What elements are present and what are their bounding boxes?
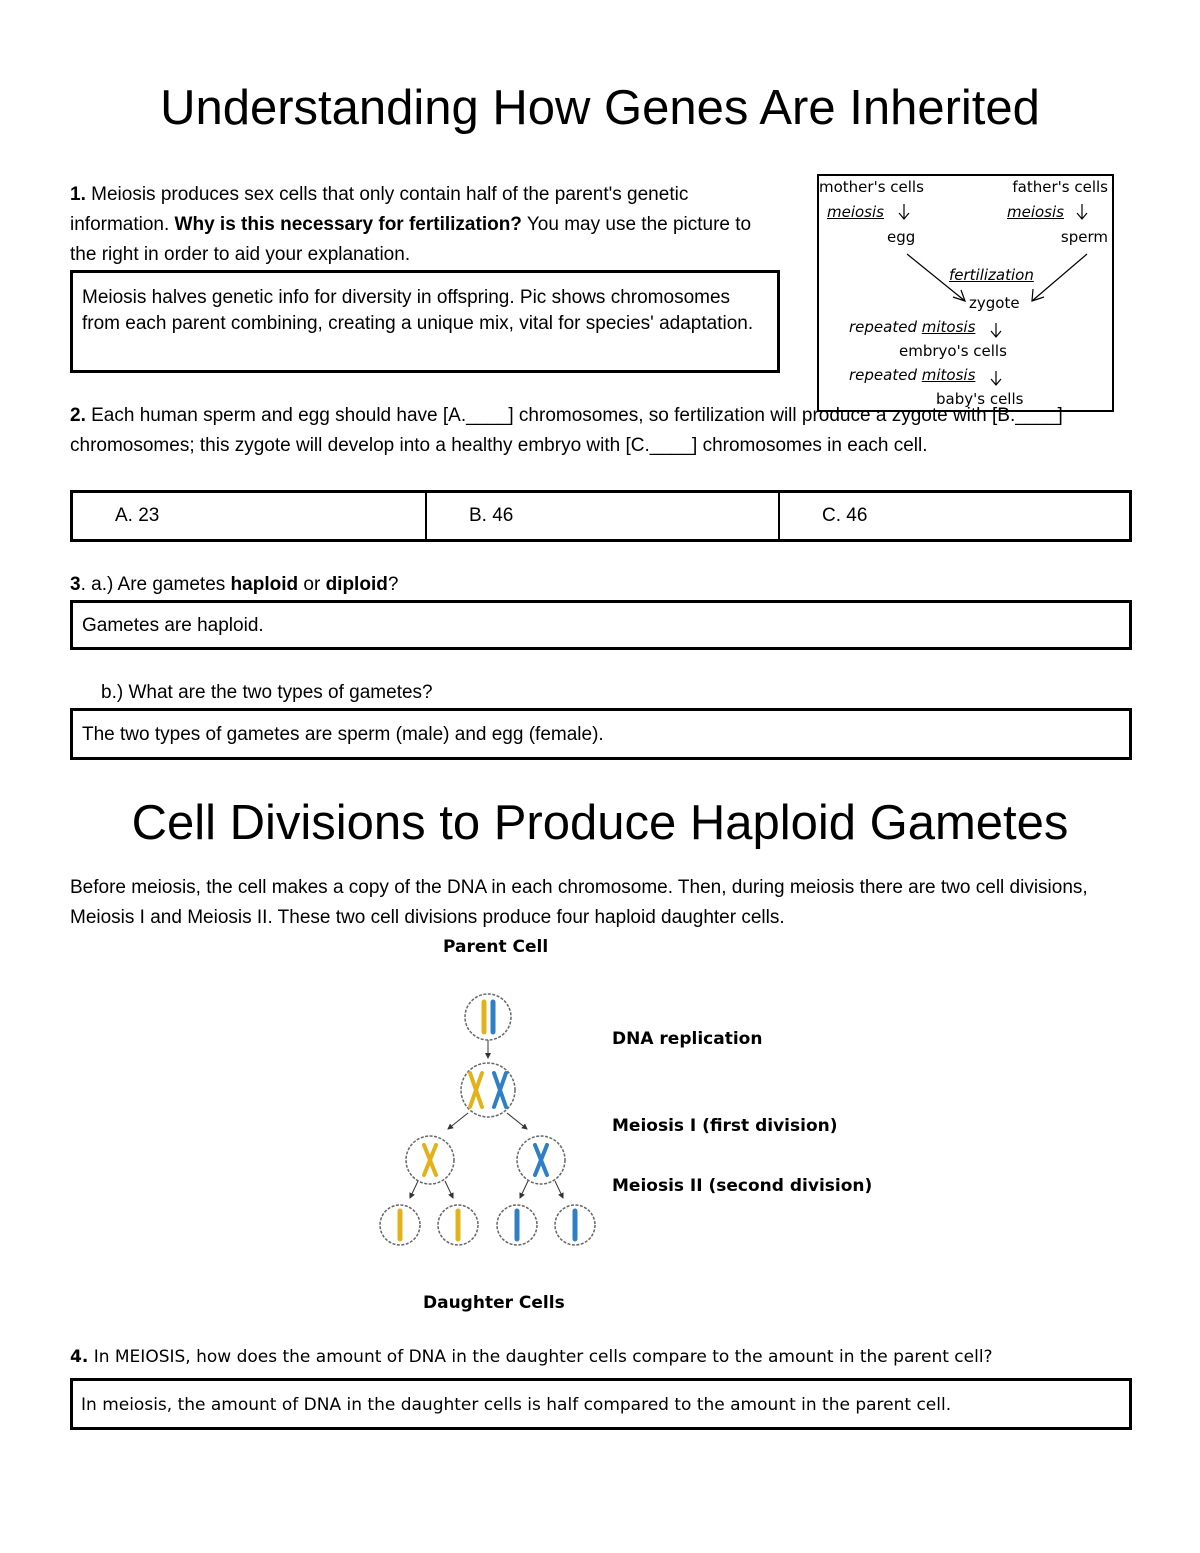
answer-b[interactable]: B. 46: [427, 493, 780, 539]
meiosis-diagram: [370, 985, 610, 1250]
answer-text: Meiosis halves genetic info for diversity in offspring. Pic shows chromosomes from each parent combining, creating a unique mix, vital for species' adaptation.: [82, 287, 754, 334]
baby-cells-label: baby's cells: [936, 390, 1024, 408]
repeated-mitosis-label-1: repeated mitosis: [849, 318, 976, 336]
repeated-mitosis-label-2: repeated mitosis: [849, 366, 976, 384]
page-title: Understanding How Genes Are Inherited: [160, 81, 1040, 135]
arrow-div2-c: [520, 1181, 528, 1198]
section-title: Cell Divisions to Produce Haploid Gametes: [131, 796, 1069, 850]
daughter-cells-label: Daughter Cells: [423, 1293, 565, 1313]
question-number: 2.: [70, 405, 86, 426]
meiosis-2-label: Meiosis II (second division): [612, 1176, 873, 1196]
question-3a: 3. a.) Are gametes haploid or diploid?: [70, 574, 399, 595]
parent-cell: [465, 994, 511, 1040]
answer-text: In meiosis, the amount of DNA in the daughter cells is half compared to the amount in the parent cell.: [81, 1395, 952, 1415]
answer-c[interactable]: C. 46: [822, 505, 868, 526]
arrow-div2-d: [555, 1181, 563, 1198]
answer-text: Gametes are haploid.: [82, 615, 264, 636]
question-2: 2. Each human sperm and egg should have [A.____] chromosomes, so fertilization will produce a zygote with [B.____] chromosomes; this zygote will develop into a healthy embryo with [C.____] chromosomes in each cell.: [70, 405, 1063, 456]
fertilization-label: fertilization: [949, 266, 1034, 284]
parent-cell-label: Parent Cell: [443, 937, 549, 957]
arrow-div1-right: [507, 1113, 527, 1129]
zygote-label: zygote: [969, 294, 1020, 312]
question-number: 1.: [70, 184, 86, 205]
answer-box-3b[interactable]: [70, 708, 1132, 760]
meiosis-label-left: meiosis: [827, 203, 884, 221]
dna-replication-label: DNA replication: [612, 1029, 763, 1049]
question-1: 1. Meiosis produces sex cells that only contain half of the parent's genetic information. Why is this necessary for fertilization? You may use the picture to the right in order to aid your explanation.: [70, 184, 752, 265]
answer-box-4[interactable]: [70, 1378, 1132, 1430]
answer-text: The two types of gametes are sperm (male) and egg (female).: [82, 724, 604, 745]
question-3b: b.) What are the two types of gametes?: [101, 682, 433, 703]
answer-box-3a[interactable]: [70, 600, 1132, 650]
answer-box-1[interactable]: [70, 270, 780, 373]
arrow-div2-b: [445, 1181, 453, 1198]
arrow-sperm-zygote: [1032, 254, 1087, 301]
father-cells-label: father's cells: [1012, 178, 1108, 196]
answer-a[interactable]: A. 23: [73, 493, 427, 539]
sperm-label: sperm: [1060, 228, 1108, 246]
fertilization-diagram: [817, 174, 1114, 412]
question-number: 4.: [70, 1347, 89, 1367]
mother-cells-label: mother's cells: [819, 178, 924, 196]
arrow-div2-a: [410, 1181, 418, 1198]
replicated-cell: [461, 1063, 515, 1117]
arrow-div1-left: [448, 1113, 468, 1129]
embryo-cells-label: embryo's cells: [899, 342, 1007, 360]
question-4: 4. In MEIOSIS, how does the amount of DNA in the daughter cells compare to the amount in the parent cell?: [70, 1347, 993, 1367]
meiosis-1-label: Meiosis I (first division): [612, 1116, 838, 1136]
egg-label: egg: [887, 228, 916, 246]
answer-table-2: [70, 490, 1132, 542]
question-number: 3: [70, 574, 81, 595]
meiosis-label-right: meiosis: [1007, 203, 1064, 221]
intro-paragraph: Before meiosis, the cell makes a copy of the DNA in each chromosome. Then, during meiosis there are two cell divisions, Meiosis I and Meiosis II. These two cell divisions produce four haploid daughter cells.: [70, 877, 1088, 928]
